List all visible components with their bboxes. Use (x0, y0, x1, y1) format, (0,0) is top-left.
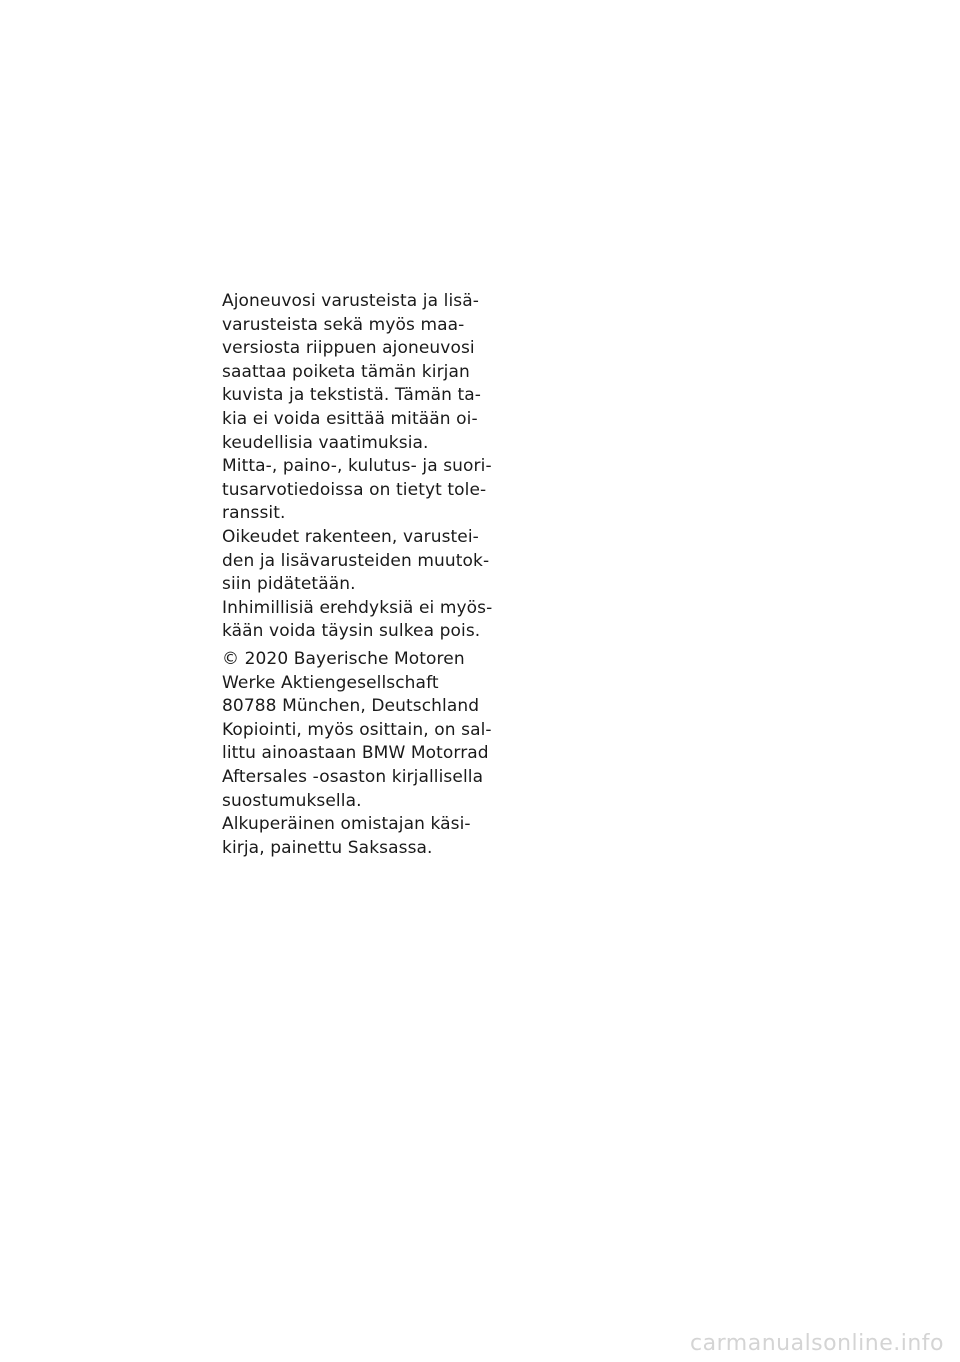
copyright-line: littu ainoastaan BMW Motorrad (222, 743, 489, 764)
disclaimer-line: siin pidätetään. (222, 574, 356, 595)
disclaimer-line: varusteista sekä myös maa- (222, 314, 465, 335)
disclaimer-line: Inhimillisiä erehdyksiä ei myös- (222, 597, 493, 618)
copyright-line: kirja, painettu Saksassa. (222, 837, 433, 858)
disclaimer-line: saattaa poiketa tämän kirjan (222, 361, 470, 382)
copyright-line: suostumuksella. (222, 790, 362, 811)
copyright-paragraph (222, 648, 512, 860)
disclaimer-paragraph (222, 290, 512, 644)
disclaimer-line: den ja lisävarusteiden muutok- (222, 550, 490, 571)
disclaimer-line: Mitta-, paino-, kulutus- ja suori- (222, 456, 492, 477)
disclaimer-line: keudellisia vaatimuksia. (222, 432, 429, 453)
disclaimer-line: kään voida täysin sulkea pois. (222, 621, 481, 642)
disclaimer-line: Oikeudet rakenteen, varustei- (222, 526, 479, 547)
disclaimer-line: kia ei voida esittää mitään oi- (222, 408, 478, 429)
copyright-line: Werke Aktiengesellschaft (222, 672, 439, 693)
copyright-line: Alkuperäinen omistajan käsi- (222, 814, 471, 835)
copyright-line: Kopiointi, myös osittain, on sal- (222, 719, 492, 740)
copyright-line: Aftersales -osaston kirjallisella (222, 766, 484, 787)
copyright-line: © 2020 Bayerische Motoren (222, 649, 465, 669)
disclaimer-line: kuvista ja tekstistä. Tämän ta- (222, 385, 482, 406)
watermark-text: carmanualsonline.info (690, 1331, 944, 1356)
disclaimer-line: versiosta riippuen ajoneuvosi (222, 338, 475, 359)
disclaimer-line: Ajoneuvosi varusteista ja lisä- (222, 291, 479, 311)
disclaimer-line: tusarvotiedoissa on tietyt tole- (222, 479, 487, 500)
copyright-line: 80788 München, Deutschland (222, 696, 480, 717)
disclaimer-line: ranssit. (222, 503, 286, 524)
